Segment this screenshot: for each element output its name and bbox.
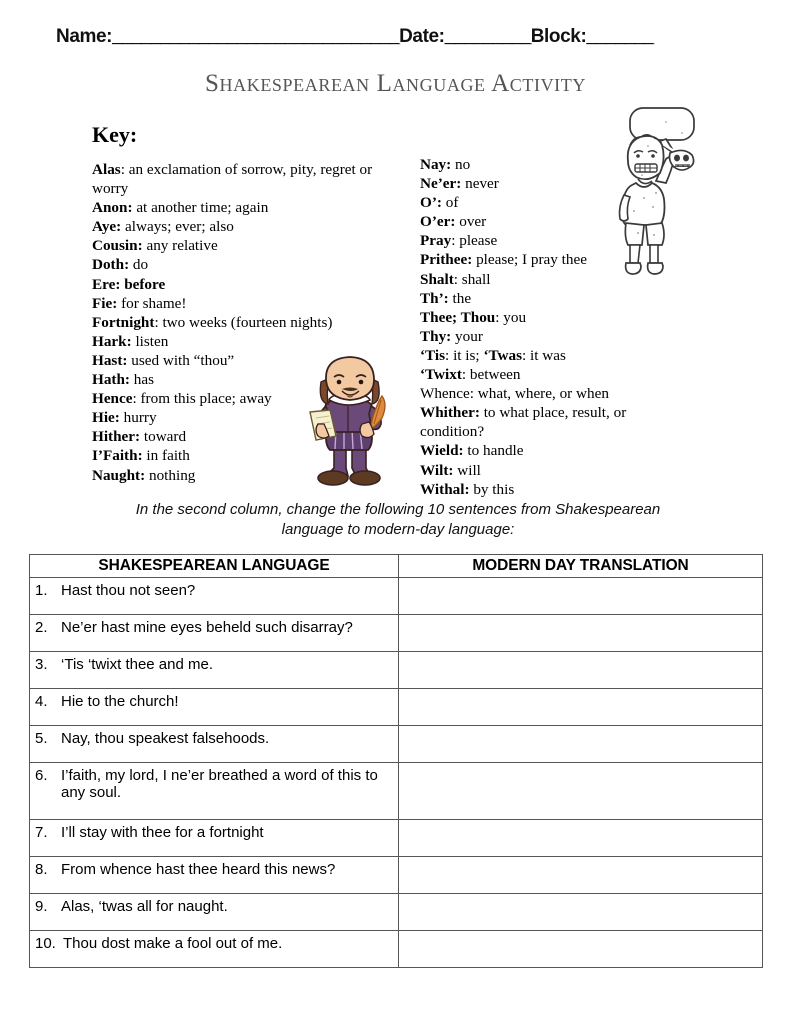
translation-answer-text[interactable]: [399, 763, 762, 819]
translation-answer-cell[interactable]: [399, 689, 763, 726]
key-term: Fortnight: [92, 313, 155, 331]
row-number: 3.: [35, 656, 48, 673]
table-header-row: [30, 555, 763, 578]
date-blank[interactable]: _________: [444, 26, 531, 47]
key-definition: Whence: what, where, or when: [420, 385, 609, 403]
key-definition: will: [453, 461, 481, 479]
row-number: 4.: [35, 693, 48, 710]
key-term: Shalt: [420, 270, 454, 288]
sentence-text: Ne’er hast mine eyes beheld such disarray?: [61, 619, 353, 636]
key-term: Ere: before: [92, 275, 166, 293]
student-info-line: [56, 26, 746, 48]
shakespearean-sentence-cell: [30, 689, 399, 726]
table-row: [30, 894, 763, 931]
row-number: 1.: [35, 582, 48, 599]
key-definition: used with “thou”: [127, 351, 235, 369]
key-definition: in faith: [142, 447, 190, 465]
translation-answer-cell[interactable]: [399, 726, 763, 763]
key-entry: [420, 327, 670, 346]
key-entry: [92, 313, 392, 332]
row-number: 5.: [35, 730, 48, 747]
key-definition: no: [451, 156, 471, 173]
row-number: 7.: [35, 824, 48, 841]
key-term: Wilt:: [420, 461, 454, 479]
key-definition: any relative: [142, 237, 218, 255]
key-definition: : it is;: [445, 346, 484, 364]
key-term: O’:: [420, 194, 442, 212]
key-term: Cousin:: [92, 237, 143, 255]
key-entry: [420, 346, 670, 365]
sentence-text: Thou dost make a fool out of me.: [63, 935, 283, 952]
key-entry: [92, 294, 392, 313]
key-entry: [420, 308, 670, 327]
key-term: I’Faith:: [92, 447, 143, 465]
key-term: Hither:: [92, 428, 141, 446]
key-definition: : from this place; away: [132, 390, 272, 408]
key-term: Hast:: [92, 351, 128, 369]
instruction-text: In the second column, change the following 10 sentences from Shakespearean language to modern-day language:: [135, 501, 661, 538]
key-definition: never: [461, 175, 499, 193]
key-term: Thy:: [420, 327, 452, 345]
shakespearean-sentence-cell: [30, 857, 399, 894]
key-term: ‘Twas: [483, 346, 522, 364]
translation-answer-text[interactable]: [399, 615, 762, 651]
key-term: Thee; Thou: [420, 308, 496, 326]
key-term: Hie:: [92, 409, 120, 427]
translation-answer-cell[interactable]: [399, 820, 763, 857]
sentence-text: From whence hast thee heard this news?: [61, 861, 336, 878]
table-row: [30, 820, 763, 857]
key-definition: hurry: [119, 409, 157, 427]
date-label: Date:: [399, 26, 445, 47]
key-term: Hark:: [92, 332, 132, 350]
key-term: Hath:: [92, 371, 130, 389]
sentence-text: I’faith, my lord, I ne’er breathed a word of this to any soul.: [61, 767, 378, 801]
key-definition: toward: [140, 428, 187, 446]
translation-answer-text[interactable]: [399, 931, 762, 967]
key-entry: [92, 236, 392, 255]
key-entry: [420, 461, 670, 480]
key-definition: do: [129, 256, 149, 274]
key-entry: [420, 441, 670, 460]
key-definition: : it was: [522, 346, 566, 364]
key-term: Withal:: [420, 480, 470, 498]
key-term: Doth:: [92, 256, 130, 274]
key-definition: your: [451, 327, 483, 345]
key-entry: [92, 160, 392, 198]
key-definition: : shall: [453, 270, 491, 288]
shakespearean-sentence-cell: [30, 652, 399, 689]
shakespearean-sentence-cell: [30, 763, 399, 820]
key-definition: nothing: [145, 466, 196, 484]
table-row: [30, 615, 763, 652]
row-number: 6.: [35, 767, 48, 784]
key-term: Whither:: [420, 404, 480, 422]
translation-answer-text[interactable]: [399, 652, 762, 688]
key-definition: to handle: [463, 442, 524, 460]
sentence-text: ‘Tis ‘twixt thee and me.: [61, 656, 213, 673]
sentence-text: Alas, ‘twas all for naught.: [61, 898, 228, 915]
key-term: Wield:: [420, 442, 464, 460]
sentence-text: Nay, thou speakest falsehoods.: [61, 730, 270, 747]
key-term: Naught:: [92, 466, 146, 484]
key-term: Alas: [92, 161, 121, 178]
table-row: [30, 689, 763, 726]
translation-answer-text[interactable]: [399, 820, 762, 856]
key-definition: listen: [131, 332, 169, 350]
key-definition: please; I pray thee: [472, 251, 587, 269]
key-term: Nay:: [420, 156, 452, 173]
sentence-text: Hie to the church!: [61, 693, 179, 710]
key-definition: over: [455, 213, 487, 231]
shakespeare-cartoon-image: [296, 352, 400, 488]
column-header-modern: MODERN DAY TRANSLATION: [399, 555, 763, 578]
key-definition: : between: [461, 366, 521, 384]
key-definition: has: [129, 371, 155, 389]
translation-answer-cell[interactable]: [399, 578, 763, 615]
key-definition: : two weeks (fourteen nights): [154, 313, 333, 331]
translation-answer-text[interactable]: [399, 726, 762, 762]
key-term: ‘Twixt: [420, 366, 462, 384]
key-entry: [420, 480, 670, 499]
key-definition: : an exclamation of sorrow, pity, regret or worry: [92, 161, 373, 198]
key-definition: for shame!: [117, 294, 187, 312]
row-number: 9.: [35, 898, 48, 915]
translation-answer-text[interactable]: [399, 894, 762, 930]
translation-answer-text[interactable]: [399, 578, 762, 614]
block-label: Block:: [530, 26, 587, 47]
key-entry: [420, 384, 670, 403]
sentence-text: Hast thou not seen?: [61, 582, 196, 599]
shakespearean-sentence-cell: [30, 894, 399, 931]
row-number: 10.: [35, 935, 56, 952]
key-term: Aye:: [92, 218, 122, 236]
translation-answer-cell[interactable]: [399, 857, 763, 894]
key-definition: : please: [451, 232, 498, 250]
column-header-shakespearean: SHAKESPEAREAN LANGUAGE: [30, 555, 399, 578]
key-definition: by this: [469, 480, 515, 498]
table-row: [30, 578, 763, 615]
key-term: Ne’er:: [420, 175, 462, 193]
translation-answer-cell[interactable]: [399, 652, 763, 689]
key-entry: [420, 403, 670, 441]
translation-answer-text[interactable]: [399, 689, 762, 725]
key-term: Th’:: [420, 289, 449, 307]
block-blank[interactable]: _______: [586, 26, 654, 47]
translation-answer-cell[interactable]: [399, 763, 763, 820]
key-term: Anon:: [92, 199, 133, 217]
name-blank[interactable]: ______________________________: [112, 26, 400, 47]
key-definition: the: [448, 289, 472, 307]
table-row: [30, 763, 763, 820]
table-row: [30, 931, 763, 968]
shakespearean-sentence-cell: [30, 615, 399, 652]
key-heading: Key:: [92, 122, 138, 147]
page-title: Shakespearean Language Activity: [205, 70, 586, 97]
name-label: Name:: [56, 26, 113, 47]
table-row: [30, 652, 763, 689]
key-term: ‘Tis: [420, 346, 446, 364]
key-term: Fie:: [92, 294, 118, 312]
shakespearean-sentence-cell: [30, 578, 399, 615]
key-definition: of: [441, 194, 459, 212]
translation-answer-cell[interactable]: [399, 615, 763, 652]
table-row: [30, 726, 763, 763]
shakespearean-sentence-cell: [30, 820, 399, 857]
shakespearean-sentence-cell: [30, 726, 399, 763]
key-term: Pray: [420, 232, 452, 250]
row-number: 2.: [35, 619, 48, 636]
translation-table: [29, 554, 763, 968]
shakespearean-sentence-cell: [30, 931, 399, 968]
key-entry: [92, 198, 392, 217]
table-row: [30, 857, 763, 894]
row-number: 8.: [35, 861, 48, 878]
key-entry: [92, 255, 392, 274]
key-entry: [92, 275, 392, 294]
key-definition: at another time; again: [132, 199, 269, 217]
hamlet-with-skull-image: [608, 103, 718, 281]
translation-answer-cell[interactable]: [399, 894, 763, 931]
key-term: Hence: [92, 390, 133, 408]
key-term: O’er:: [420, 213, 456, 231]
key-entry: [420, 289, 670, 308]
translation-answer-text[interactable]: [399, 857, 762, 893]
key-term: Prithee:: [420, 251, 473, 269]
key-entry: [420, 365, 670, 384]
key-definition: always; ever; also: [121, 218, 234, 236]
key-entry: [92, 217, 392, 236]
key-definition: to what place, result, or condition?: [420, 404, 627, 441]
key-definition: : you: [495, 308, 527, 326]
translation-answer-cell[interactable]: [399, 931, 763, 968]
key-entry: [92, 332, 392, 351]
sentence-text: I’ll stay with thee for a fortnight: [61, 824, 264, 841]
